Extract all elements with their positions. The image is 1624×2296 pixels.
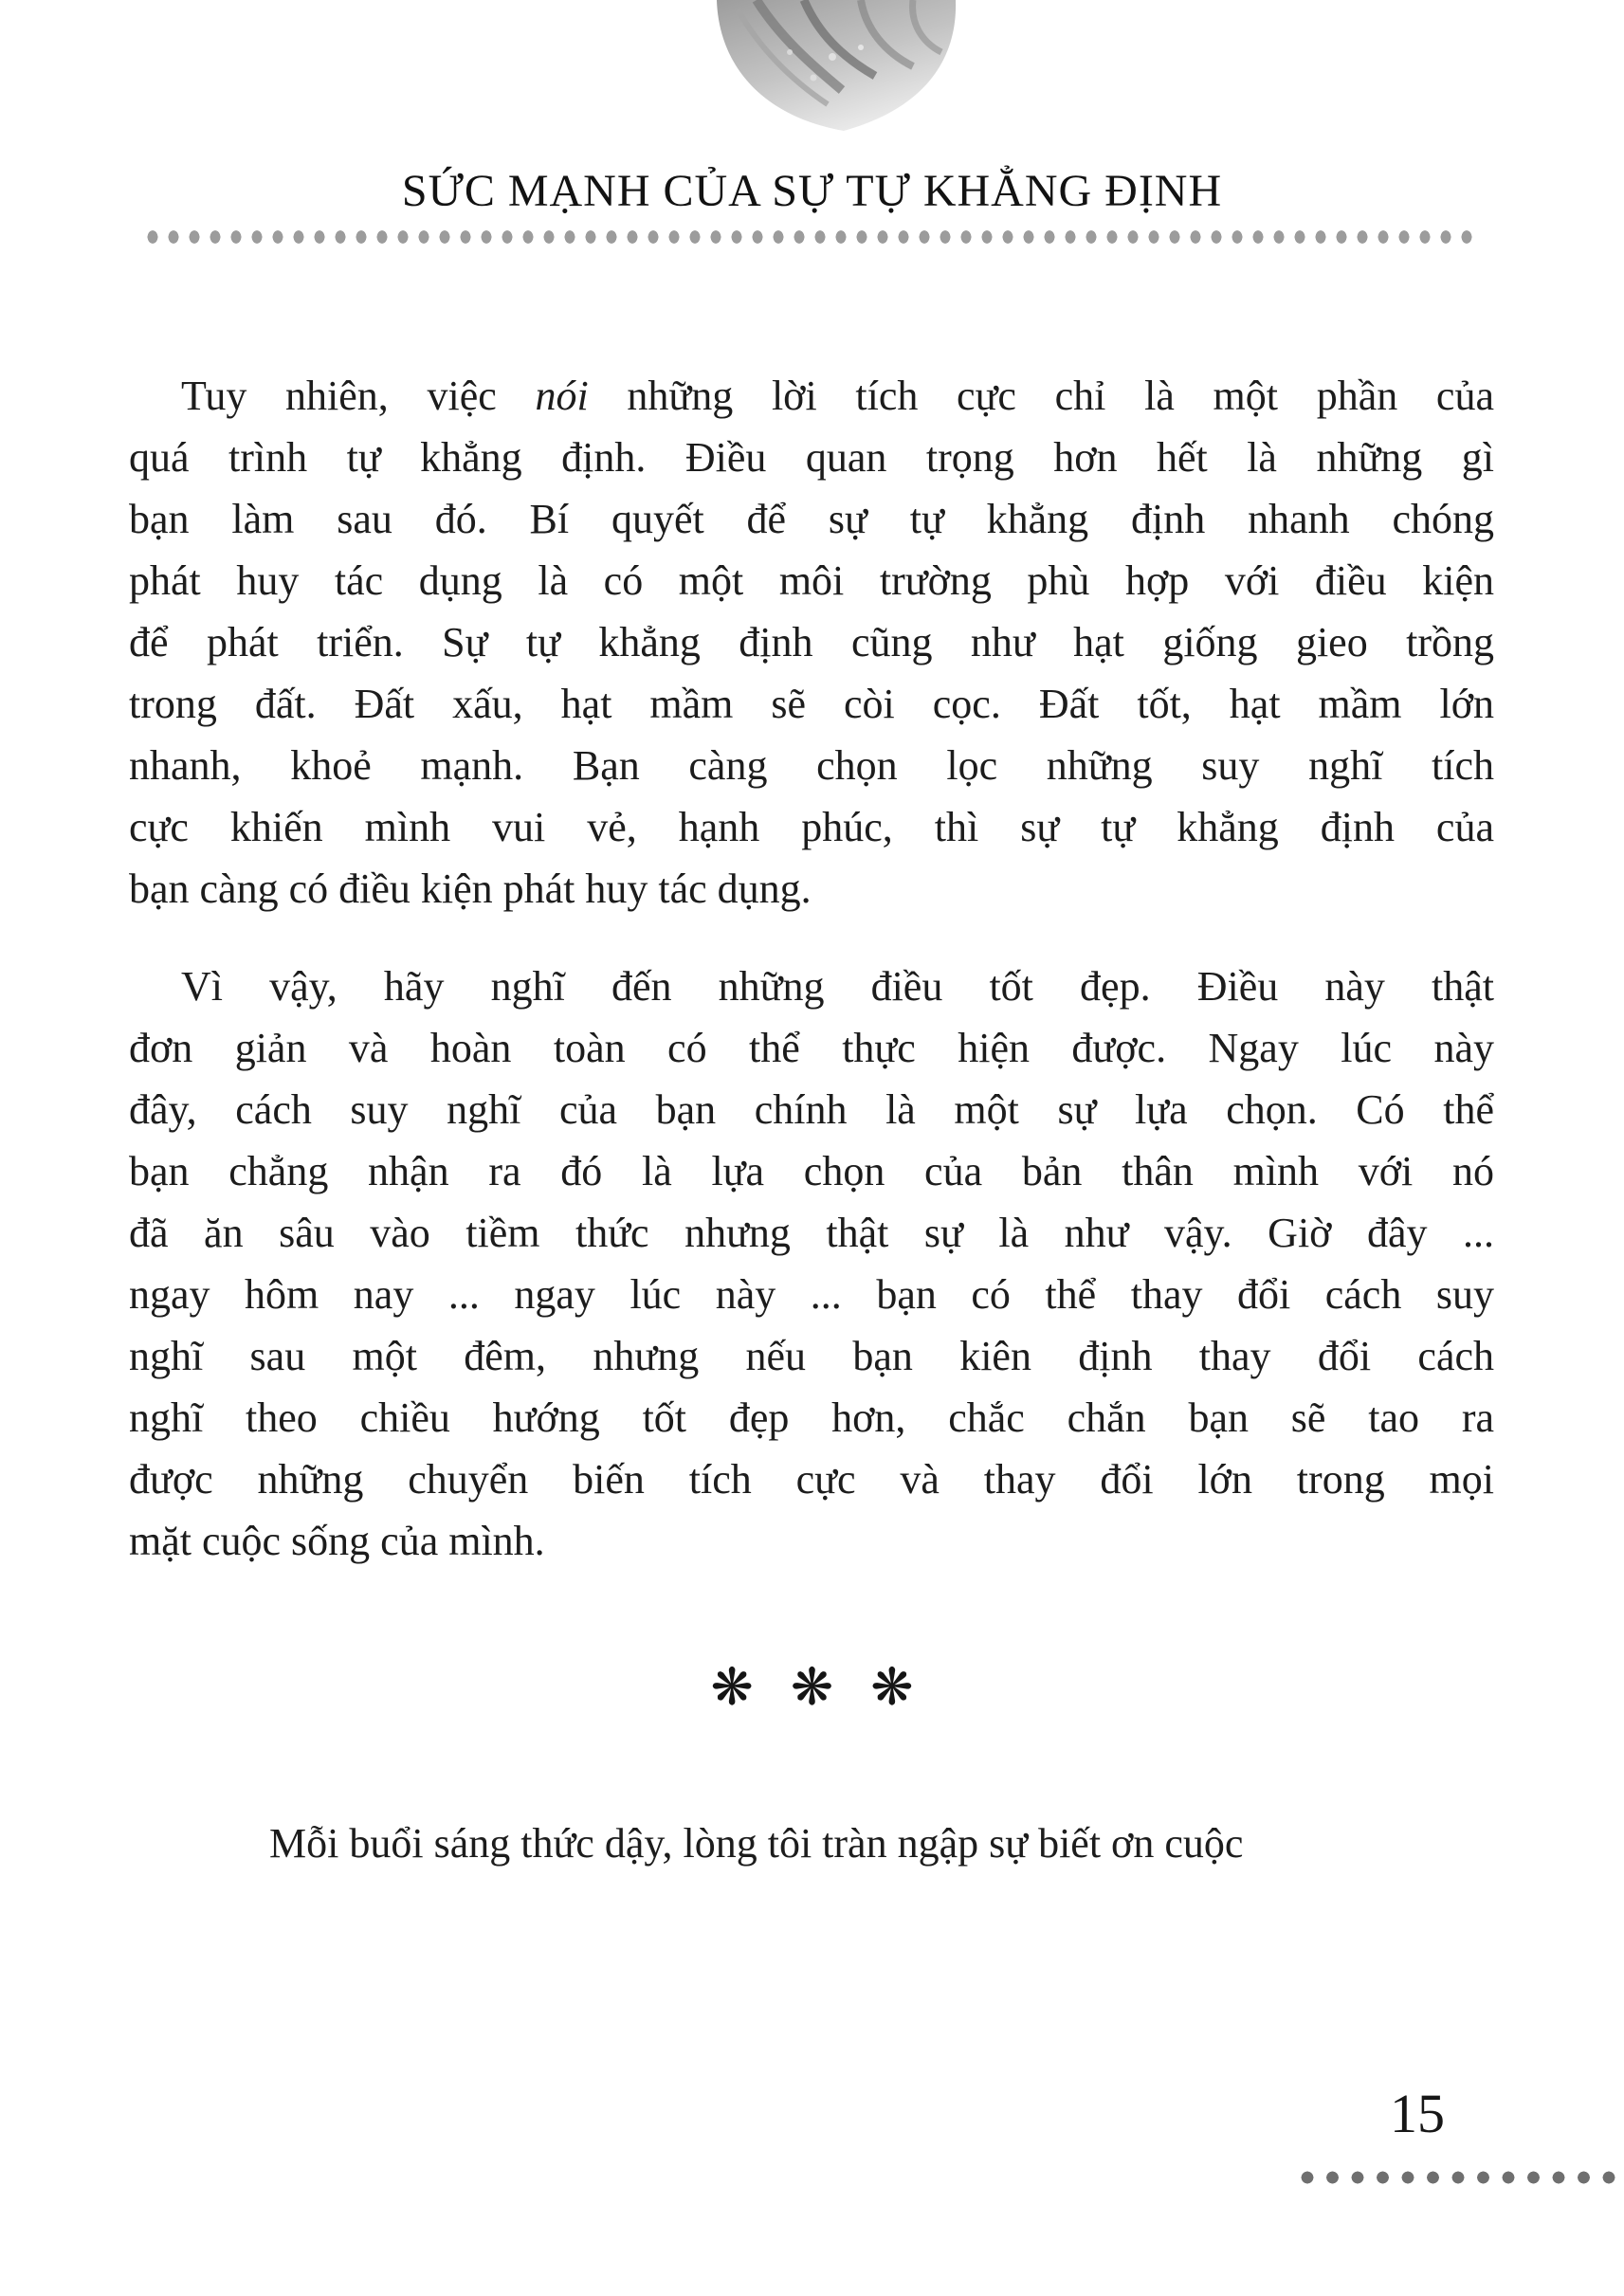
text-line: ngay hôm nay ... ngay lúc này ... bạn có thể thay đổi cách suy (129, 1271, 1494, 1318)
text-line: đơn giản và hoàn toàn có thể thực hiện được. Ngay lúc này (129, 1025, 1494, 1071)
page-number: 15 (1390, 2083, 1445, 2144)
text-line: quá trình tự khẳng định. Điều quan trọng hơn hết là những gì (129, 434, 1494, 481)
text-line: mặt cuộc sống của mình. (129, 1518, 545, 1564)
body-text (129, 365, 1494, 1608)
leaf-engraving-icon (700, 0, 970, 133)
header-ornament-image (700, 0, 970, 133)
title-divider-dots (142, 228, 1479, 246)
text-line: nhanh, khoẻ mạnh. Bạn càng chọn lọc những suy nghĩ tích (129, 742, 1494, 789)
text-line: bạn càng có điều kiện phát huy tác dụng. (129, 866, 812, 912)
text-line: đã ăn sâu vào tiềm thức nhưng thật sự là như vậy. Giờ đây ... (129, 1210, 1494, 1256)
affirmation-line: Mỗi buổi sáng thức dậy, lòng tôi tràn ngập sự biết ơn cuộc (269, 1820, 1244, 1867)
body-paragraph (129, 956, 1494, 1572)
text-line: cực khiến mình vui vẻ, hạnh phúc, thì sự tự khẳng định của (129, 804, 1494, 850)
text-line: để phát triển. Sự tự khẳng định cũng như hạt giống gieo trồng (129, 619, 1494, 665)
chapter-title: SỨC MẠNH CỦA SỰ TỰ KHẲNG ĐỊNH (401, 166, 1223, 216)
text-line: phát huy tác dụng là có một môi trường phù hợp với điều kiện (129, 557, 1494, 604)
text-line: Tuy nhiên, việc nói những lời tích cực chỉ là một phần của (181, 373, 1494, 419)
text-line: nghĩ sau một đêm, nhưng nếu bạn kiên định thay đổi cách (129, 1333, 1494, 1379)
flower-separator-icon: ❋ ❋ ❋ (710, 1657, 914, 1717)
footer-dots (1295, 2170, 1624, 2185)
text-line: Vì vậy, hãy nghĩ đến những điều tốt đẹp. Điều này thật (181, 963, 1494, 1010)
body-paragraph (129, 365, 1494, 920)
text-line: trong đất. Đất xấu, hạt mầm sẽ còi cọc. Đất tốt, hạt mầm lớn (129, 681, 1494, 727)
text-line: được những chuyển biến tích cực và thay đổi lớn trong mọi (129, 1456, 1494, 1503)
text-line: đây, cách suy nghĩ của bạn chính là một sự lựa chọn. Có thể (129, 1086, 1494, 1133)
text-line: nghĩ theo chiều hướng tốt đẹp hơn, chắc chắn bạn sẽ tao ra (129, 1394, 1494, 1441)
text-line: bạn làm sau đó. Bí quyết để sự tự khẳng định nhanh chóng (129, 496, 1494, 542)
text-line: bạn chẳng nhận ra đó là lựa chọn của bản thân mình với nó (129, 1148, 1494, 1194)
